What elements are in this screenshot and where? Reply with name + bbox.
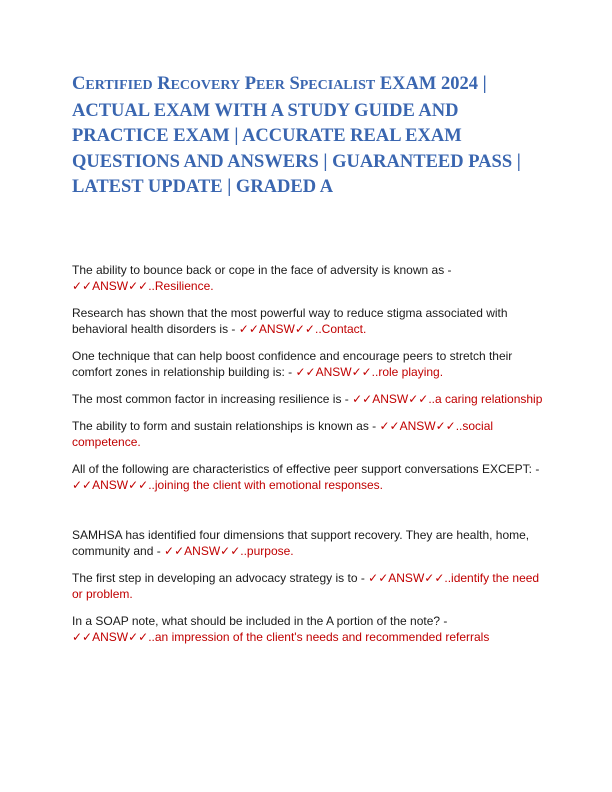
title-word-peer: PEER — [244, 74, 285, 94]
answer-text: ✓✓ANSW✓✓..a caring relationship — [352, 392, 543, 406]
question-text: The first step in developing an advocacy strategy is to - — [72, 571, 369, 585]
qa-item — [72, 570, 544, 602]
qa-list — [72, 262, 544, 656]
question-text: Research has shown that the most powerful way to reduce stigma associated with behavioral health disorders is - — [72, 306, 508, 336]
qa-item — [72, 391, 544, 407]
document-title — [72, 72, 544, 201]
answer-text: ✓✓ANSW✓✓..Resilience. — [72, 279, 214, 293]
title-rest: EXAM 2024 | ACTUAL EXAM WITH A STUDY GUIDE AND PRACTICE EXAM | ACCURATE REAL EXAM QUESTIONS AND ANSWERS | GUARANTEED PASS | LATEST UPDATE | GRADED A — [72, 74, 521, 197]
qa-item — [72, 262, 544, 294]
answer-text: ✓✓ANSW✓✓..joining the client with emotional responses. — [72, 478, 384, 492]
qa-item — [72, 418, 544, 450]
title-word-specialist: SPECIALIST — [289, 74, 376, 94]
qa-item — [72, 613, 544, 645]
qa-item — [72, 348, 544, 380]
answer-text: ✓✓ANSW✓✓..Contact. — [238, 322, 367, 336]
question-text: The ability to form and sustain relationships is known as - — [72, 419, 380, 433]
question-text: All of the following are characteristics of effective peer support conversations EXCEPT: - — [72, 462, 540, 476]
answer-text: ✓✓ANSW✓✓..role playing. — [295, 365, 444, 379]
question-text: SAMHSA has identified four dimensions that support recovery. They are health, home, community and - — [72, 528, 530, 558]
question-text: The most common factor in increasing resilience is - — [72, 392, 353, 406]
answer-text: ✓✓ANSW✓✓..social competence. — [72, 419, 494, 449]
question-text: One technique that can help boost confidence and encourage peers to stretch their comfort zones in relationship building is: - — [72, 349, 513, 379]
qa-item — [72, 527, 544, 559]
qa-item — [72, 461, 544, 493]
question-text: In a SOAP note, what should be included in the A portion of the note? - — [72, 614, 448, 628]
answer-text: ✓✓ANSW✓✓..purpose. — [164, 544, 294, 558]
question-text: The ability to bounce back or cope in the face of adversity is known as - — [72, 263, 452, 277]
qa-item — [72, 305, 544, 337]
answer-text: ✓✓ANSW✓✓..identify the need or problem. — [72, 571, 540, 601]
title-word-certified: CERTIFIED — [72, 74, 153, 94]
answer-text: ✓✓ANSW✓✓..an impression of the client's needs and recommended referrals — [72, 630, 490, 644]
title-word-recovery: RECOVERY — [157, 74, 241, 94]
